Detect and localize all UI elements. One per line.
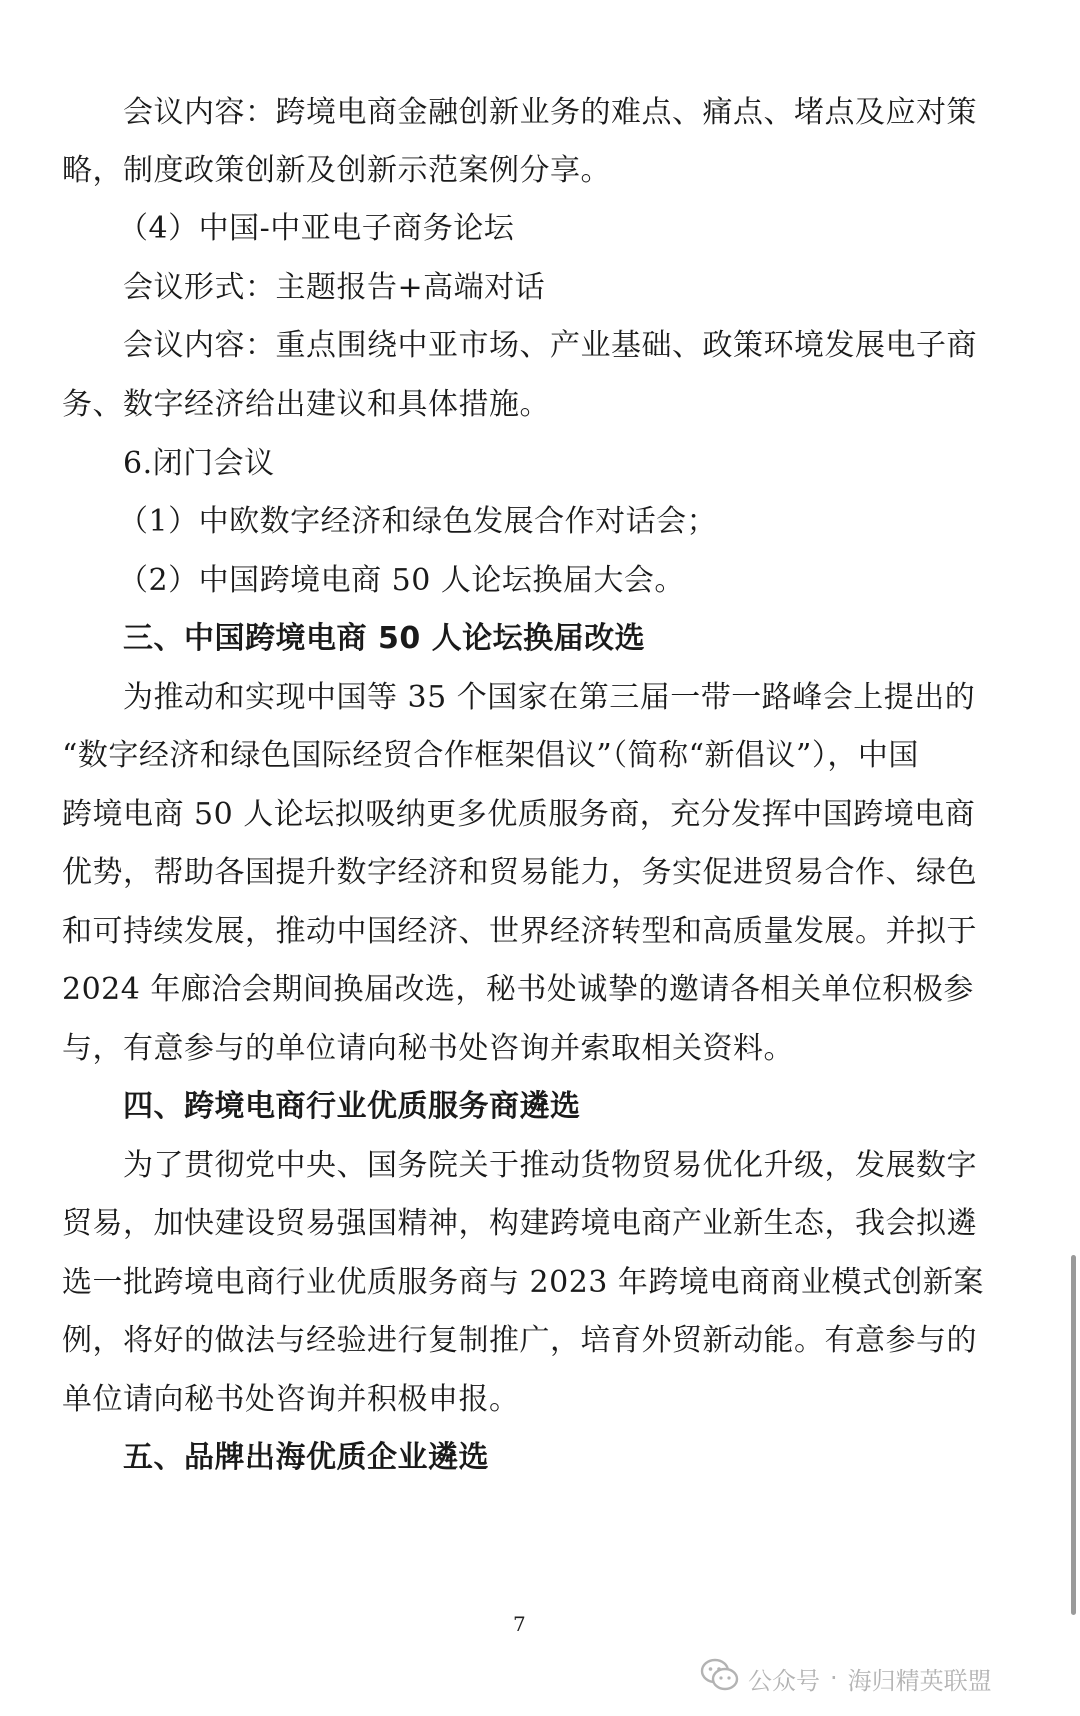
body-text-line: 2024 年廊洽会期间换届改选，秘书处诚挚的邀请各相关单位积极参 — [62, 972, 974, 1007]
body-text-line: 选一批跨境电商行业优质服务商与 2023 年跨境电商商业模式创新案 — [62, 1265, 984, 1300]
body-text-line: 务、数字经济给出建议和具体措施。 — [62, 387, 550, 422]
list-item: （1）中欧数字经济和绿色发展合作对话会； — [118, 504, 718, 539]
body-text-line: “数字经济和绿色国际经贸合作框架倡议”（简称“新倡议”），中国 — [62, 738, 919, 773]
page-number: 7 — [513, 1612, 526, 1636]
body-text-line: 会议内容：跨境电商金融创新业务的难点、痛点、堵点及应对策 — [123, 95, 977, 130]
body-text-line: 优势，帮助各国提升数字经济和贸易能力，务实促进贸易合作、绿色 — [62, 855, 977, 890]
body-text-line: 为了贯彻党中央、国务院关于推动货物贸易优化升级，发展数字 — [123, 1148, 977, 1183]
body-text-line: 单位请向秘书处咨询并积极申报。 — [62, 1382, 520, 1417]
body-text-line: 跨境电商 50 人论坛拟吸纳更多优质服务商，充分发挥中国跨境电商 — [62, 797, 976, 832]
body-text-line: 与，有意参与的单位请向秘书处咨询并索取相关资料。 — [62, 1031, 794, 1066]
body-text-line: 和可持续发展，推动中国经济、世界经济转型和高质量发展。并拟于 — [62, 914, 977, 949]
body-text-line: 例，将好的做法与经验进行复制推广，培育外贸新动能。有意参与的 — [62, 1323, 977, 1358]
watermark-account: 海归精英联盟 — [847, 1666, 992, 1695]
section-heading: 五、品牌出海优质企业遴选 — [123, 1440, 489, 1475]
body-text-line: 略，制度政策创新及创新示范案例分享。 — [62, 153, 611, 188]
account-watermark — [700, 1658, 992, 1698]
body-text-line: 贸易，加快建设贸易强国精神，构建跨境电商产业新生态，我会拟遴 — [62, 1206, 977, 1241]
body-text-line: 为推动和实现中国等 35 个国家在第三届一带一路峰会上提出的 — [123, 680, 976, 715]
list-item: （2）中国跨境电商 50 人论坛换届大会。 — [118, 563, 685, 598]
section-heading: 四、跨境电商行业优质服务商遴选 — [123, 1089, 581, 1124]
subsection-title: 6.闭门会议 — [123, 446, 275, 481]
watermark-label: 公众号 — [748, 1666, 820, 1695]
watermark-separator: · — [830, 1664, 838, 1692]
wechat-icon — [700, 1657, 748, 1699]
body-text-line: 会议内容：重点围绕中亚市场、产业基础、政策环境发展电子商 — [123, 328, 977, 363]
body-text-line: 会议形式：主题报告+高端对话 — [123, 270, 546, 305]
section-heading: 三、中国跨境电商 50 人论坛换届改选 — [123, 621, 646, 656]
scrollbar-thumb[interactable] — [1071, 1255, 1076, 1615]
subsection-title: （4）中国-中亚电子商务论坛 — [118, 211, 515, 246]
